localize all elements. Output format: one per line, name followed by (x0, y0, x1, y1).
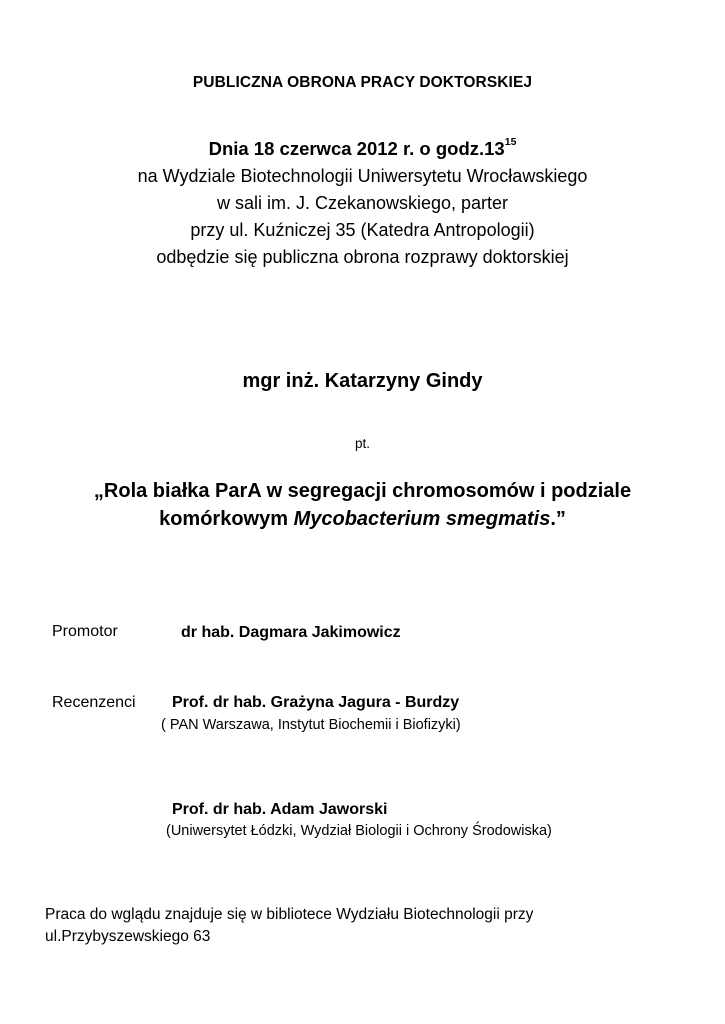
promotor-label: Promotor (52, 623, 118, 640)
reviewer-2-affiliation: (Uniwersytet Łódzki, Wydział Biologii i Ochrony Środowiska) (166, 823, 552, 839)
defense-time-minutes: 15 (504, 135, 517, 148)
thesis-title-species: Mycobacterium smegmatis (293, 508, 551, 530)
promotor-name: dr hab. Dagmara Jakimowicz (181, 624, 401, 641)
reviewer-1-name: Prof. dr hab. Grażyna Jagura - Burdzy (172, 694, 460, 711)
footer-line-1: Praca do wglądu znajduje się w bibliotece Wydziału Biotechnologii przy (45, 906, 534, 923)
defense-date-text: Dnia 18 czerwca 2012 r. o godz.13 (208, 138, 505, 159)
pt-label: pt. (354, 436, 370, 451)
thesis-title-suffix: .” (550, 508, 566, 530)
venue-line-address: przy ul. Kuźniczej 35 (Katedra Antropologii) (190, 220, 535, 240)
document-title: PUBLICZNA OBRONA PRACY DOKTORSKIEJ (192, 74, 533, 91)
defense-date (0, 135, 725, 160)
venue-line-room: w sali im. J. Czekanowskiego, parter (216, 193, 509, 213)
venue-line-faculty: na Wydziale Biotechnologii Uniwersytetu Wrocławskiego (137, 166, 588, 186)
candidate-name: mgr inż. Katarzyny Gindy (242, 370, 483, 392)
reviewer-1-affiliation: ( PAN Warszawa, Instytut Biochemii i Biofizyki) (161, 717, 461, 733)
thesis-title-line-1: „Rola białka ParA w segregacji chromosomów i podziale (93, 480, 632, 502)
venue-line-announcement: odbędzie się publiczna obrona rozprawy doktorskiej (156, 247, 569, 267)
reviewers-label: Recenzenci (52, 694, 136, 711)
thesis-title-prefix: komórkowym (159, 508, 294, 530)
footer-line-2: ul.Przybyszewskiego 63 (45, 928, 211, 945)
reviewer-2-name: Prof. dr hab. Adam Jaworski (172, 801, 388, 818)
thesis-title-line-2 (0, 508, 725, 531)
